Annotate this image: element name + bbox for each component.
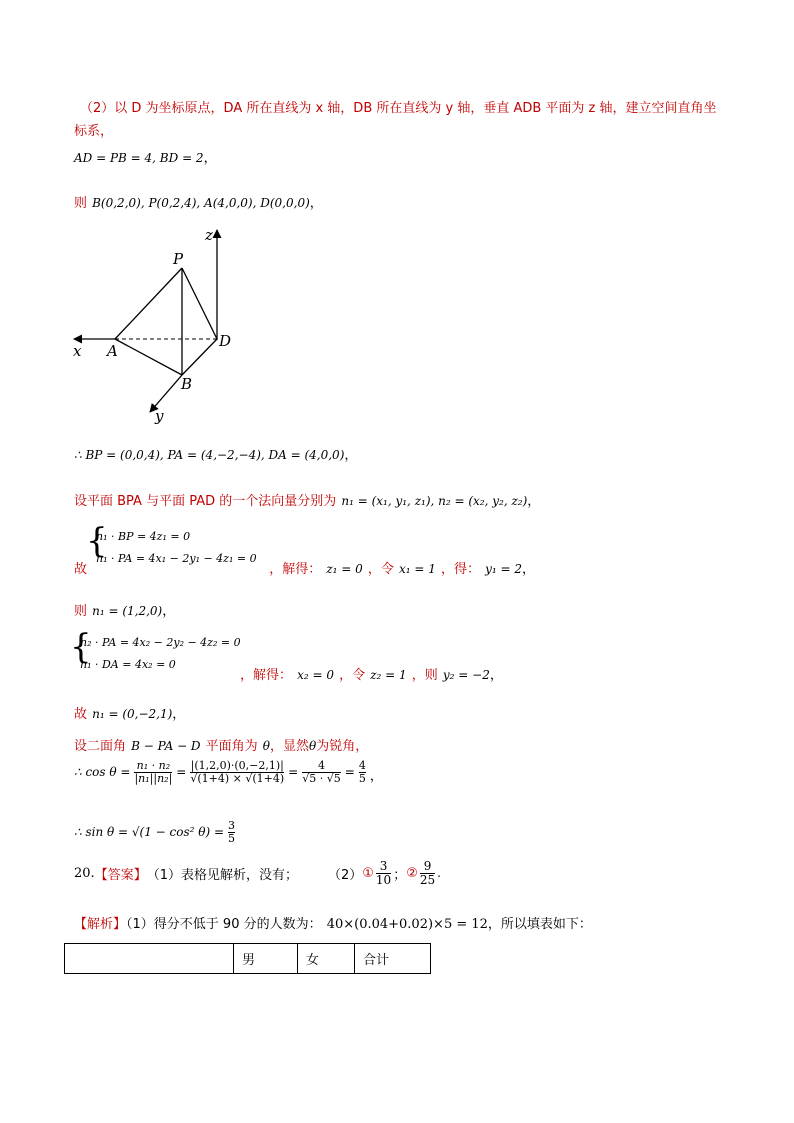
edge-ab [115, 339, 182, 375]
system1-solve-text: ，解得： [269, 562, 322, 577]
label-d: D [219, 332, 232, 350]
q20-analysis-text: （1）得分不低于 90 分的人数为： [126, 917, 322, 932]
n2-value: n₁ = (0,−2,1) [92, 707, 173, 721]
sin-denominator: 5 [228, 831, 236, 845]
cos-fraction-2 [190, 760, 284, 784]
n2-tail: ， [172, 707, 186, 722]
system1-y1: y₁ = 2 [485, 562, 522, 576]
label-p: P [173, 250, 184, 268]
vectors-math: ∴ BP = (0,0,4), PA = (4,−2,−4), DA = (4,0,0) [74, 448, 345, 462]
cos-f1-denominator: |n₁||n₂| [134, 771, 173, 785]
cos-f4-denominator: 5 [358, 771, 366, 785]
lengths-math: AD = PB = 4, BD = 2 [74, 151, 204, 165]
system1-z1: z₁ = 0 [326, 562, 363, 576]
cos-f1-numerator: n₁ · n₂ [136, 759, 171, 772]
cos-f3-denominator: √5 · √5 [302, 771, 341, 785]
system1-solution-line [74, 558, 535, 577]
system2-eq2: n₁ · DA = 4x₂ = 0 [80, 658, 176, 671]
system2-then-text: ，则 [411, 668, 438, 683]
system2-y2: y₂ = −2 [442, 668, 490, 682]
normals-text: 设平面 BPA 与平面 PAD 的一个法向量分别为 [74, 494, 337, 509]
system2-eq1: n₂ · PA = 4x₂ − 2y₂ − 4z₂ = 0 [80, 636, 241, 649]
system1-brace: { [86, 521, 108, 561]
system1-x1: x₁ = 1 [398, 562, 436, 576]
table-header-cell-blank [65, 944, 234, 974]
q20-a1-numerator: 3 [379, 859, 388, 873]
normals-line [74, 490, 540, 509]
n1-prefix: 则 [74, 604, 88, 619]
cos-fraction-4 [359, 760, 366, 784]
sin-numerator: 3 [228, 819, 236, 832]
coords-math: B(0,2,0), P(0,2,4), A(4,0,0), D(0,0,0) [92, 196, 310, 210]
label-a: A [107, 342, 118, 360]
sin-fraction [228, 820, 235, 844]
table-header-row [65, 944, 431, 974]
q20-circle-1: ① [362, 865, 374, 881]
q20-separator: ； [393, 867, 407, 883]
normals-math: n₁ = (x₁, y₁, z₁), n₂ = (x₂, y₂, z₂) [341, 494, 528, 508]
cos-equals-3: = [344, 765, 355, 780]
system1-let-text: ，令 [367, 562, 394, 577]
system2-z2: z₂ = 1 [370, 668, 407, 682]
cos-equals-1: = [176, 765, 187, 780]
q20-a2-numerator: 9 [423, 859, 432, 873]
angle-text-1: 设二面角 [74, 739, 127, 754]
system2-brace: { [70, 627, 92, 667]
q20-answer-line [74, 860, 441, 886]
cos-equals-2: = [288, 765, 299, 780]
q20-a2-denominator: 25 [419, 872, 436, 887]
system1-prefix: 故 [74, 562, 88, 577]
cos-fraction-3 [302, 760, 341, 784]
label-b: B [181, 375, 193, 393]
q20-analysis-tail: ，所以填表如下： [487, 917, 592, 932]
cos-f2-numerator: |(1,2,0)·(0,−2,1)| [190, 759, 284, 772]
coords-prefix: 则 [74, 196, 88, 211]
cos-fraction-1 [134, 760, 172, 784]
edge-bd [182, 339, 217, 375]
edge-pa [115, 268, 182, 339]
system2-let-text: ，令 [339, 668, 366, 683]
system1-get-text: ，得： [440, 562, 480, 577]
q20-answer-2 [420, 860, 435, 886]
coords-tail: ， [309, 196, 323, 211]
q20-circle-2: ② [406, 865, 418, 881]
table-header-cell-total: 合计 [355, 944, 431, 974]
cos-f3-numerator: 4 [317, 759, 325, 772]
label-x: x [73, 342, 82, 360]
angle-text-2: 平面角为 [205, 739, 258, 754]
part2-intro-line1: （2）以 D 为坐标原点，DA 所在直线为 x 轴，DB 所在直线为 y 轴，垂直 ADB 平面为 z 轴，建立空间直角坐 [80, 101, 717, 116]
part2-intro-line2: 标系， [74, 124, 114, 139]
system2-x2: x₂ = 0 [297, 668, 335, 682]
edge-pd [182, 268, 217, 339]
lengths-tail: ， [203, 151, 217, 166]
system1-tail: ， [522, 562, 536, 577]
n1-line [74, 600, 175, 619]
q20-analysis-tag: 【解析】 [74, 917, 127, 932]
coords-line [74, 192, 323, 211]
table-header-cell-female: 女 [298, 944, 355, 974]
angle-text-4: 为锐角， [316, 739, 369, 754]
sin-line [74, 820, 235, 844]
angle-text-3: ，显然 [270, 739, 310, 754]
normals-tail: ， [527, 494, 541, 509]
n1-value: n₁ = (1,2,0) [92, 604, 163, 618]
tetrahedron-figure [60, 218, 250, 428]
angle-theta-2: θ [309, 739, 317, 753]
cos-f4-numerator: 4 [358, 759, 366, 772]
lengths-line [74, 147, 217, 166]
system1-eq1: n₁ · BP = 4z₁ = 0 [96, 530, 191, 543]
q20-answer-1 [376, 860, 391, 886]
cos-line [74, 760, 383, 784]
system2-tail: ， [489, 668, 503, 683]
q20-part2-label: （2） [327, 867, 363, 883]
q20-answer-tag: 【答案】 [94, 867, 147, 883]
q20-end: . [437, 866, 441, 881]
cos-f2-denominator: √(1+4) × √(1+4) [190, 771, 285, 785]
vectors-tail: ， [344, 448, 358, 463]
system2-solution-line [240, 664, 503, 683]
angle-math: B − PA − D [131, 739, 201, 753]
cos-lhs: ∴ cos θ = [74, 765, 131, 780]
angle-line [74, 735, 368, 754]
angle-theta-1: θ [262, 739, 270, 753]
label-z: z [205, 226, 213, 244]
n2-prefix: 故 [74, 707, 88, 722]
gender-table [64, 943, 431, 974]
system2-solve-text: ，解得： [240, 668, 293, 683]
q20-a1-denominator: 10 [375, 872, 392, 887]
q20-number: 20. [74, 865, 95, 881]
sin-lhs: ∴ sin θ = √(1 − cos² θ) = [74, 825, 225, 840]
q20-part1: （1）表格见解析，没有； [146, 867, 298, 883]
n2-line [74, 703, 185, 722]
q20-analysis-line [74, 913, 592, 932]
vectors-line [74, 444, 357, 463]
n1-tail: ， [162, 604, 176, 619]
system1-eq2: n₁ · PA = 4x₁ − 2y₁ − 4z₁ = 0 [96, 552, 257, 565]
table-header-cell-male: 男 [234, 944, 298, 974]
q20-analysis-math: 40×(0.04+0.02)×5 = 12 [326, 917, 488, 932]
cos-tail: ， [369, 769, 383, 785]
label-y: y [155, 407, 164, 425]
